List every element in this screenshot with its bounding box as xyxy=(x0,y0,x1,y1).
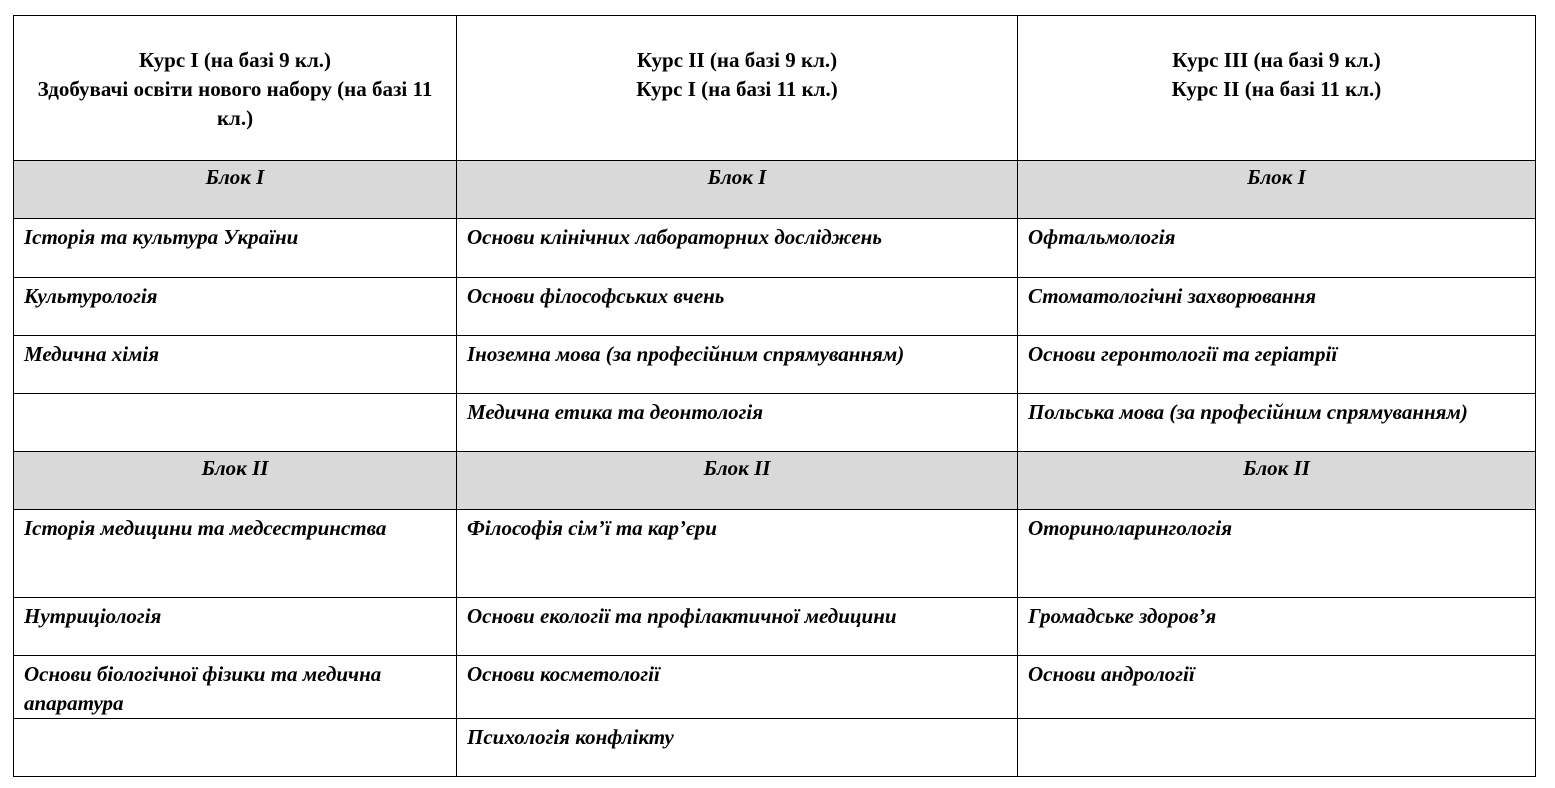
subject-cell xyxy=(14,394,457,452)
subject-cell: Стоматологічні захворювання xyxy=(1018,278,1536,336)
subject-cell: Основи філософських вчень xyxy=(457,278,1018,336)
subject-cell: Медична етика та деонтологія xyxy=(457,394,1018,452)
course-header-2-line-2: Курс І (на базі 11 кл.) xyxy=(636,77,838,101)
subject-cell: Основи клінічних лабораторних досліджень xyxy=(457,219,1018,278)
subject-cell: Культурологія xyxy=(14,278,457,336)
course-header-3 xyxy=(1018,16,1536,161)
block-2-label: Блок ІІ xyxy=(14,452,457,510)
table-row xyxy=(14,510,1536,598)
block-2-label: Блок ІІ xyxy=(457,452,1018,510)
course-header-2-line-1: Курс ІІ (на базі 9 кл.) xyxy=(636,48,838,72)
block-2-label: Блок ІІ xyxy=(1018,452,1536,510)
course-header-1-line-1: Курс І (на базі 9 кл.) xyxy=(138,48,332,72)
subject-cell: Польська мова (за професійним спрямуванням) xyxy=(1018,394,1536,452)
subject-cell: Медична хімія xyxy=(14,336,457,394)
subject-cell: Історія медицини та медсестринства xyxy=(14,510,457,598)
table-row xyxy=(14,719,1536,777)
subject-cell: Нутриціологія xyxy=(14,598,457,656)
subject-cell: Основи біологічної фізики та медична апаратура xyxy=(14,656,457,719)
table-row xyxy=(14,219,1536,278)
subject-cell: Психологія конфлікту xyxy=(457,719,1018,777)
course-header-3-line-1: Курс ІІІ (на базі 9 кл.) xyxy=(1172,48,1381,72)
subject-cell xyxy=(1018,719,1536,777)
block-1-label: Блок І xyxy=(457,161,1018,219)
subject-cell: Іноземна мова (за професійним спрямуванням) xyxy=(457,336,1018,394)
subject-cell: Основи андрології xyxy=(1018,656,1536,719)
block-1-label: Блок І xyxy=(14,161,457,219)
subject-cell: Основи екології та профілактичної медицини xyxy=(457,598,1018,656)
course-header-2 xyxy=(457,16,1018,161)
course-header-row xyxy=(14,16,1536,161)
subject-cell xyxy=(14,719,457,777)
subject-cell: Історія та культура України xyxy=(14,219,457,278)
course-header-1 xyxy=(14,16,457,161)
course-header-3-line-2: Курс ІІ (на базі 11 кл.) xyxy=(1171,77,1382,101)
subject-cell: Офтальмологія xyxy=(1018,219,1536,278)
subject-cell: Основи геронтології та геріатрії xyxy=(1018,336,1536,394)
subject-cell: Філософія сім’ї та кар’єри xyxy=(457,510,1018,598)
course-header-1-line-2: Здобувачі освіти нового набору (на базі 11 кл.) xyxy=(37,77,433,130)
table-row xyxy=(14,278,1536,336)
subject-cell: Основи косметології xyxy=(457,656,1018,719)
table-row xyxy=(14,394,1536,452)
block-2-header-row xyxy=(14,452,1536,510)
table-row xyxy=(14,656,1536,719)
subject-cell: Оториноларингологія xyxy=(1018,510,1536,598)
table-row xyxy=(14,336,1536,394)
block-1-label: Блок І xyxy=(1018,161,1536,219)
elective-subjects-table xyxy=(13,15,1536,777)
block-1-header-row xyxy=(14,161,1536,219)
subject-cell: Громадське здоров’я xyxy=(1018,598,1536,656)
table-row xyxy=(14,598,1536,656)
